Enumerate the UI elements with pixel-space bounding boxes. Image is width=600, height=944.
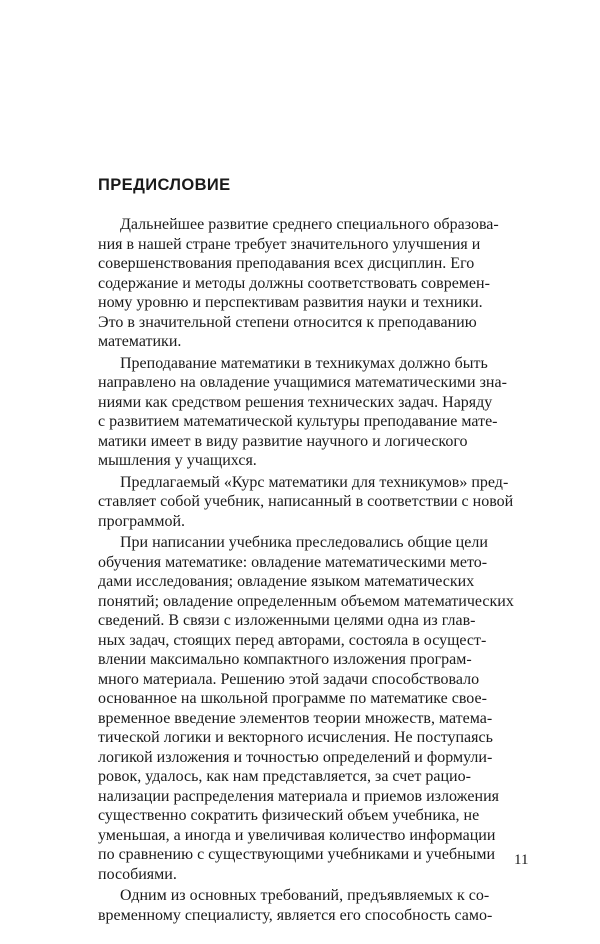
text-line: мышления у учащихся. <box>98 452 257 469</box>
text-line: основанное на школьной программе по математике свое- <box>98 690 487 707</box>
paragraph <box>98 354 530 471</box>
paragraph <box>98 533 530 884</box>
text-line: Одним из основных требований, предъявляемых к со- <box>120 887 490 904</box>
text-line: понятий; овладение определенным объемом математических <box>98 592 514 610</box>
text-line: направлено на овладение учащимися математическими зна- <box>98 374 507 391</box>
text-line: пособиями. <box>98 865 177 883</box>
paragraph <box>98 473 530 532</box>
text-line: обучения математике: овладение математическими мето- <box>98 553 488 571</box>
text-line: ных задач, стоящих перед авторами, состояла в осущест- <box>98 631 487 649</box>
text-line: Дальнейшее развитие среднего специального образова- <box>120 216 499 233</box>
text-line: ния в нашей стране требует значительного улучшения и <box>98 235 481 253</box>
text-line: много материала. Решению этой задачи способствовало <box>98 670 480 688</box>
text-line: ровок, удалось, как нам представляется, за счет рацио- <box>98 768 471 785</box>
text-line: При написании учебника преследовались общие цели <box>120 534 488 551</box>
text-line: тической логики и векторного исчисления. Не поступаясь <box>98 729 493 746</box>
paragraph <box>98 886 530 925</box>
page-heading: ПРЕДИСЛОВИЕ <box>98 176 231 194</box>
page-number: 11 <box>514 852 529 868</box>
text-line: дами исследования; овладение языком математических <box>98 573 475 590</box>
text-line: ному уровню и перспективам развития науки и техники. <box>98 294 483 311</box>
text-line: логикой изложения и точностью определений и формули- <box>98 748 493 766</box>
text-line: ниями как средством решения технических задач. Наряду <box>98 393 493 411</box>
body-text <box>98 215 530 927</box>
text-line: сведений. В связи с изложенными целями одна из глав- <box>98 612 476 629</box>
text-line: влении максимально компактного изложения програм- <box>98 651 472 668</box>
text-line: Предлагаемый «Курс математики для техникумов» пред- <box>120 473 509 491</box>
text-line: Преподавание математики в техникумах должно быть <box>120 354 488 372</box>
text-line: временному специалисту, является его способность само- <box>98 906 493 924</box>
paragraph <box>98 215 530 352</box>
text-line: ставляет собой учебник, написанный в соответствии с новой <box>98 493 514 510</box>
text-line: содержание и методы должны соответствовать современ- <box>98 274 490 292</box>
text-line: временное введение элементов теории множеств, матема- <box>98 709 493 727</box>
text-line: нализации распределения материала и приемов изложения <box>98 787 499 805</box>
text-line: совершенствования преподавания всех дисциплин. Его <box>98 255 475 272</box>
text-line: существенно сократить физический объем учебника, не <box>98 807 480 824</box>
text-line: математики. <box>98 333 182 350</box>
text-line: по сравнению с существующими учебниками и учебными <box>98 846 496 863</box>
text-line: матики имеет в виду развитие научного и логического <box>98 432 468 450</box>
text-line: с развитием математической культуры преподавание мате- <box>98 413 498 430</box>
text-line: программой. <box>98 512 186 530</box>
text-line: уменьшая, а иногда и увеличивая количество информации <box>98 826 496 844</box>
text-line: Это в значительной степени относится к преподаванию <box>98 313 477 331</box>
